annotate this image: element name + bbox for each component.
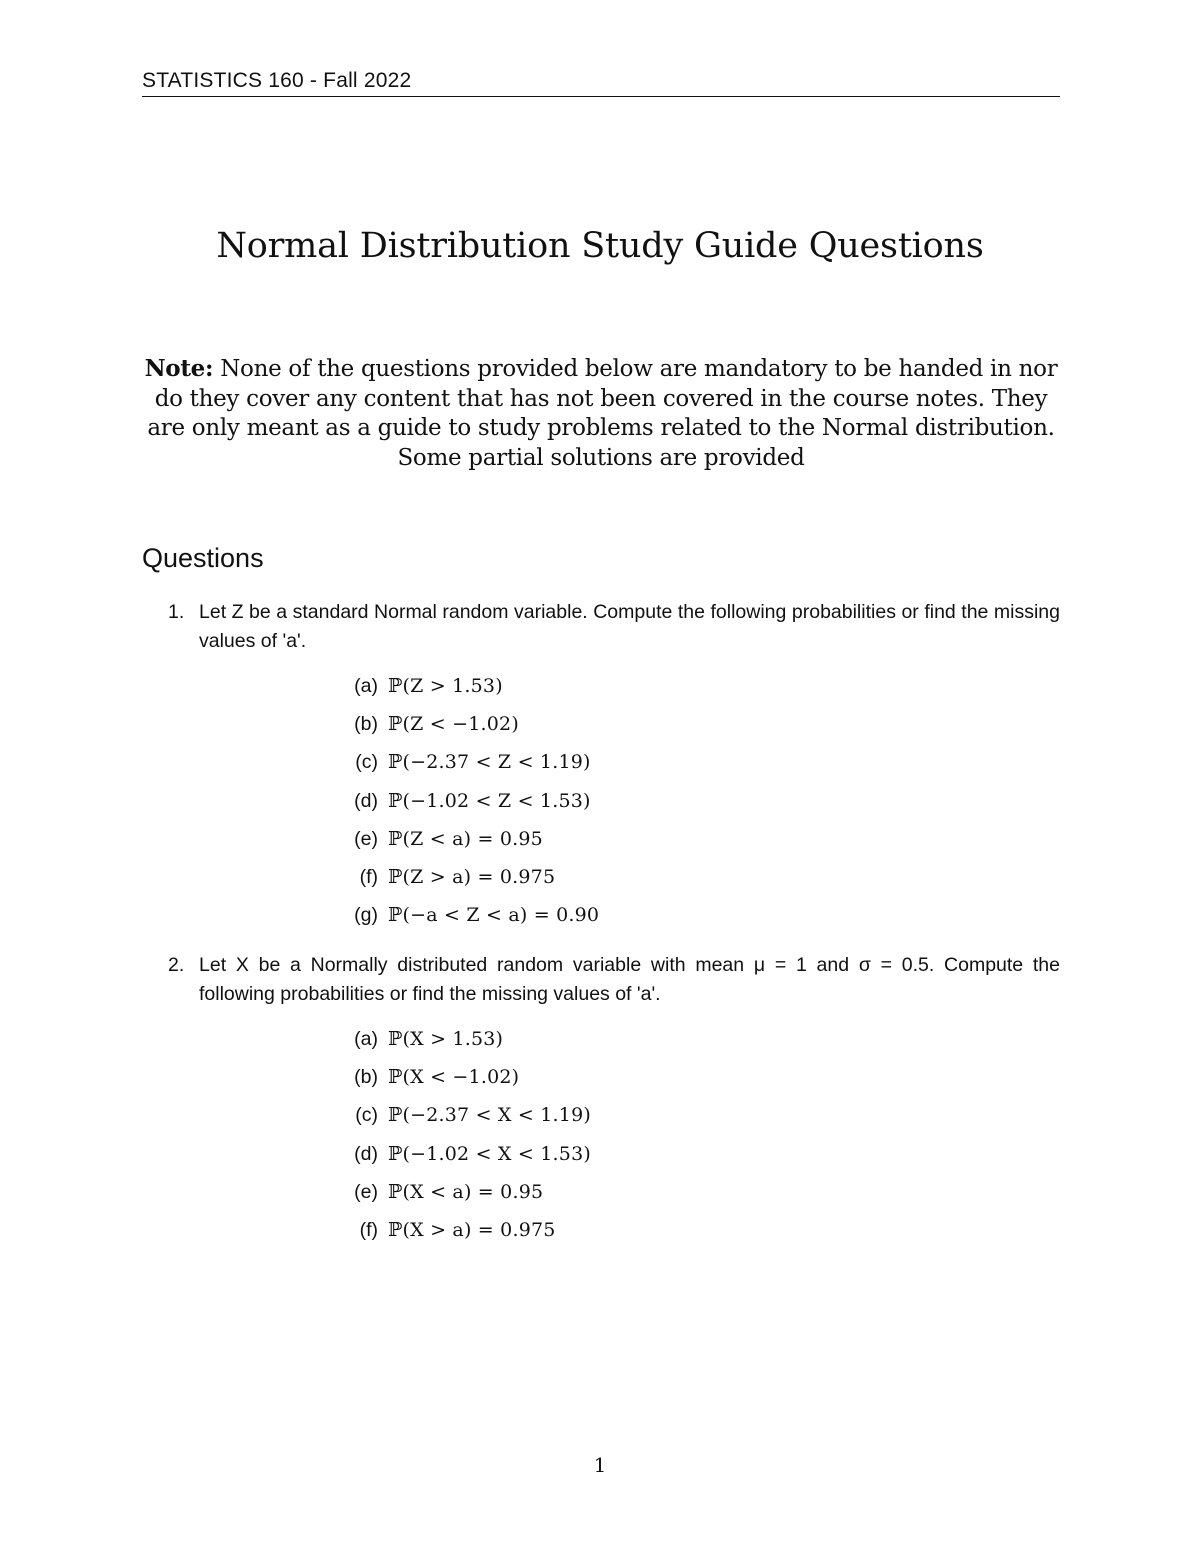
part-expression: ℙ(Z < −1.02) — [388, 713, 519, 736]
question-part — [142, 710, 1060, 748]
question-part — [142, 1140, 1060, 1178]
question-part — [142, 1063, 1060, 1101]
question-part — [142, 1178, 1060, 1216]
part-label: (e) — [354, 1180, 378, 1203]
part-label: (b) — [354, 1066, 378, 1089]
part-expression: ℙ(Z > 1.53) — [388, 675, 503, 697]
part-expression: ℙ(Z < a) = 0.95 — [388, 827, 543, 850]
running-header — [142, 66, 1060, 97]
question-part — [142, 1216, 1060, 1254]
question-number: 2. — [168, 954, 185, 976]
question-part — [142, 901, 1060, 939]
question-text: Let X be a Normally distributed random variable with mean μ = 1 and σ = 0.5. Compute the following probabilities or find the missing values of 'a'. — [199, 954, 1060, 1005]
course-header: STATISTICS 160 - Fall 2022 — [142, 69, 412, 92]
question-part — [142, 1101, 1060, 1139]
document-title: Normal Distribution Study Guide Questions — [216, 226, 984, 266]
header-rule — [142, 96, 1060, 97]
question-part — [142, 672, 1060, 710]
part-expression: ℙ(X < −1.02) — [388, 1066, 520, 1089]
section-heading: Questions — [142, 543, 264, 573]
question-parts — [142, 1025, 1060, 1254]
part-expression: ℙ(X > a) = 0.975 — [388, 1218, 556, 1241]
part-expression: ℙ(−a < Z < a) = 0.90 — [388, 904, 600, 927]
part-expression: ℙ(−2.37 < Z < 1.19) — [388, 751, 591, 774]
question-part — [142, 863, 1060, 901]
note-text: None of the questions provided below are mandatory to be handed in nor do they cover any content that has not been covered in the course notes. They are only meant as a guide to study problems related to the Normal distribution. Some partial solutions are provided — [147, 356, 1058, 471]
question-parts — [142, 672, 1060, 939]
question-2 — [142, 951, 1060, 1254]
part-label: (g) — [354, 904, 378, 927]
note-label: Note: — [144, 355, 214, 382]
part-expression: ℙ(Z > a) = 0.975 — [388, 865, 556, 888]
part-label: (d) — [354, 1142, 378, 1165]
part-expression: ℙ(X < a) = 0.95 — [388, 1180, 544, 1203]
part-label: (c) — [355, 1104, 378, 1127]
part-label: (f) — [359, 865, 378, 888]
question-part — [142, 748, 1060, 786]
part-label: (d) — [354, 789, 378, 812]
page-number: 1 — [593, 1453, 607, 1477]
part-label: (f) — [359, 1218, 378, 1241]
note-paragraph — [142, 354, 1060, 473]
question-text: Let Z be a standard Normal random variable. Compute the following probabilities or find the missing values of 'a'. — [199, 601, 1060, 652]
question-1 — [142, 598, 1060, 939]
question-part — [142, 825, 1060, 863]
part-expression: ℙ(−2.37 < X < 1.19) — [388, 1104, 591, 1127]
part-expression: ℙ(X > 1.53) — [388, 1028, 504, 1050]
question-part — [142, 787, 1060, 825]
part-label: (a) — [354, 1028, 378, 1050]
part-label: (a) — [354, 675, 378, 697]
part-expression: ℙ(−1.02 < X < 1.53) — [388, 1142, 591, 1165]
part-label: (b) — [354, 713, 378, 736]
question-part — [142, 1025, 1060, 1063]
question-number: 1. — [168, 601, 185, 623]
part-label: (e) — [354, 827, 378, 850]
part-label: (c) — [355, 751, 378, 774]
part-expression: ℙ(−1.02 < Z < 1.53) — [388, 789, 591, 812]
